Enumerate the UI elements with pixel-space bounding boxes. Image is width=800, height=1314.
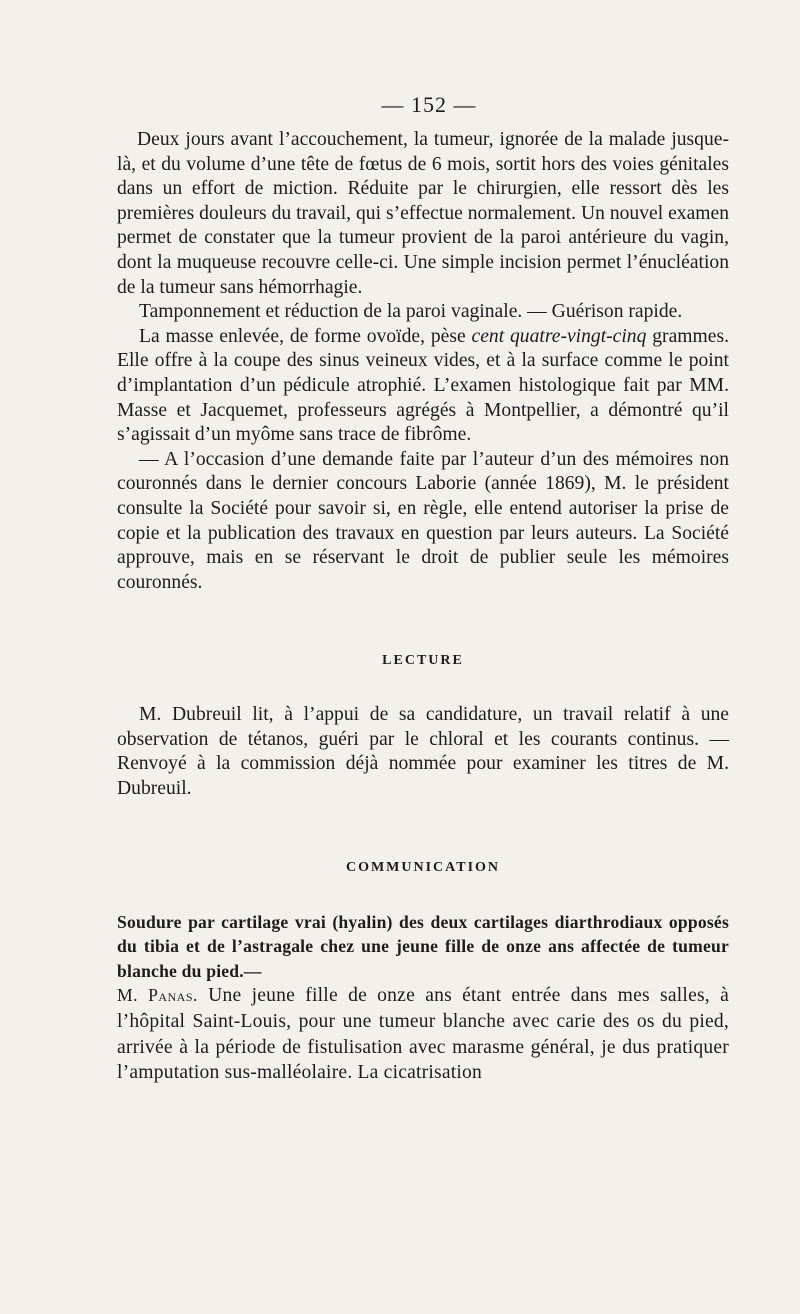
communication-title: Soudure par cartilage vrai (hyalin) des deux cartilages diarthrodiaux opposés du tibia et de l’astragale chez une jeune fille de onze ans affectée de tumeur blanche du pied.— <box>117 911 729 981</box>
paragraph-tamponnement: Tamponnement et réduction de la paroi vaginale. — Guérison rapide. <box>139 301 683 323</box>
paragraph-lecture: M. Dubreuil lit, à l’appui de sa candidature, un travail relatif à une observation de tétanos, guéri par le chloral et les courants continus. — Renvoyé à la commission déjà nommée pour examiner les titres de M. Dubreuil. <box>117 704 729 800</box>
paragraph-masse-end: grammes. Elle offre à la coupe des sinus veineux vides, et à la surface comme le point d’implantation d’un pédicule atrophié. L’examen histologique fait par MM. Masse et Jacquemet, professeurs agrégés à Montpellier, a démontré qu’il s’agissait d’un myôme sans trace de fibrôme. <box>117 325 729 446</box>
weight-italic: cent quatre-vingt-cinq <box>471 325 647 347</box>
communication-author: M. Panas. <box>117 985 198 1006</box>
document-page <box>117 90 729 1086</box>
paragraph-laborie: — A l’occasion d’une demande faite par l’auteur d’un des mémoires non couronnés dans le dernier concours Laborie (année 1869), M. le président consulte la Société pour savoir si, en règle, elle entend autoriser la prise de copie et la publication des travaux en question par leurs auteurs. La Société approuve, mais en se réservant le droit de publier seule les mémoires couronnés. <box>117 448 729 593</box>
paragraph-masse-start: La masse enlevée, de forme ovoïde, pèse <box>139 325 472 347</box>
communication-heading: COMMUNICATION <box>345 859 501 875</box>
lecture-heading: LECTURE <box>382 653 464 669</box>
communication-text: Une jeune fille de onze ans étant entrée dans mes salles, à l’hôpital Saint-Louis, pour une tumeur blanche avec carie des os du pied, arrivée à la période de fistulisation avec marasme général, je dus pratiquer l’amputation sus-malléolaire. La cicatrisation <box>117 985 730 1084</box>
paragraph-accouchement: Deux jours avant l’accouchement, la tumeur, ignorée de la malade jusque-là, et du volume d’une tête de fœtus de 6 mois, sortit hors des voies génitales dans un effort de miction. Réduite par le chirurgien, elle ressort dès les premières douleurs du travail, qui s’effectue normalement. Un nouvel examen permet de constater que la tumeur provient de la paroi antérieure du vagin, dont la muqueuse recouvre celle-ci. Une simple incision permet l’énucléation de la tumeur sans hémorrhagie. <box>117 129 729 298</box>
page-number: — 152 — <box>381 92 477 117</box>
paragraph-masse <box>117 325 729 448</box>
communication-paragraph <box>117 910 729 1086</box>
